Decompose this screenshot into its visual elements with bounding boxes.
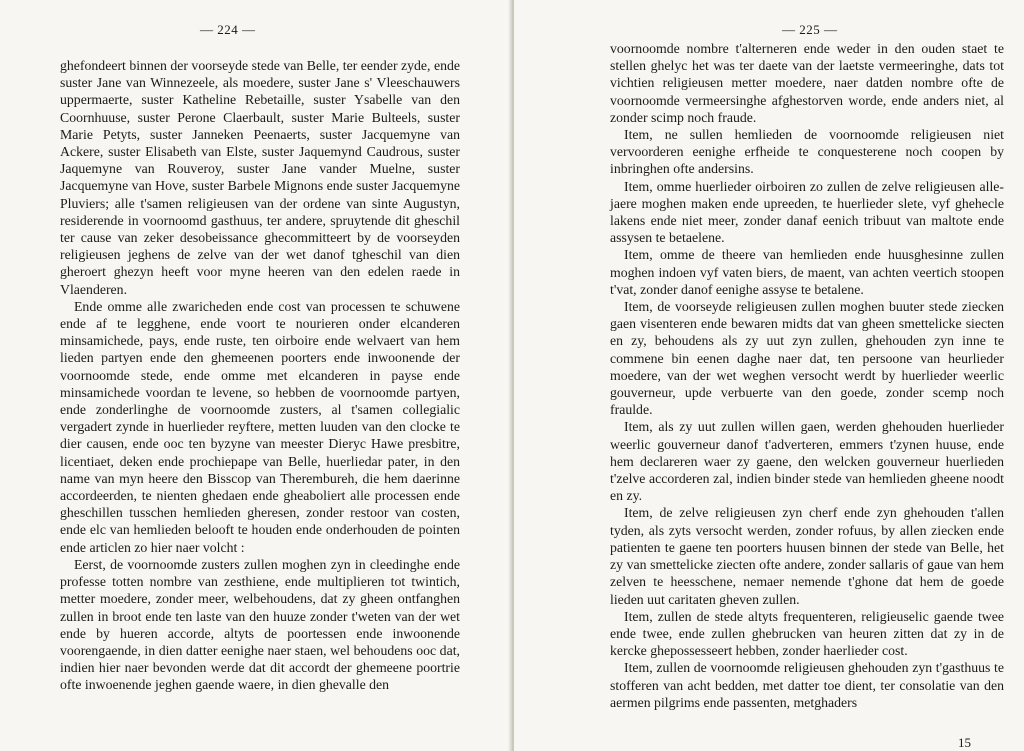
paragraph: Item, de voorseyde religieusen zullen moghen buuter stede ziecken gaen visenteren ende bewaren midts dat van gheen smettelicke siecten en zy, behoudens als zy uut zyn zullen, ghehouden zyn inne te commene bin eenen daghe naer dat, ten persoone van heurlieder moedere, van der wet weghen versocht werdt by huerlieder weerlic gouverneur, upde verbuerte van den goede, zonder scemp noch fraulde.: [610, 299, 1004, 418]
paragraph: Eerst, de voornoomde zusters zullen moghen zyn in cleedinghe ende professe totten nombre van zesthiene, ende multiplieren tot twintich, metter moedere, zonder meer, welbehoudens, dat zy gheen ontfanghen zullen in broot ende ten laste van den huuze zonder t'weten van der wet ende by hueren accorde, altyts de poortessen ende inwoonende voorengaende, in dien datter eenighe naer staen, wel behoudens ooc dat, indien hier naer bevonden werde dat dit accordt der ghemeene poortrie ofte inwoenende jeghen gaende waere, in dien ghevalle den: [60, 556, 460, 693]
page-number-left: — 224 —: [200, 22, 256, 37]
paragraph: Ende omme alle zwaricheden ende cost van processen te schuwene ende af te legghene, ende voort te nourieren onder elcanderen minsamichede, pays, ende ruste, ten oirboire ende welvaert van hem lieden partyen ende den ghemeenen poorters ende inwoonende der voornoomde stede, ende omme met elcanderen in payse ende minsamichede voordan te levene, so hebben de voornoomde partyen, ende zonderlinghe de voornoomde zusters, al t'samen collegialic vergadert zynde in huerlieder reyftere, metten luuden van den clocke te dier causen, ende ooc ten byzyne van meester Dieryc Hawe presbitre, licentiaet, deken ende prochiepape van Belle, huerliedar pater, in den name van myn heere den Bisscop van Therembureh, die hem daerinne accordeerden, te nienten ghedaen ende gheaboliert alle processen ende gheschillen tusschen hemlieden gheresen, zonder restoor van costen, ende elc van hemlieden belooft te houden ende onderhouden de pointen ende articlen zo hier naer volcht :: [60, 298, 460, 555]
paragraph: Item, de zelve religieusen zyn cherf ende zyn ghehouden t'allen tyden, als zyts versocht werden, zonder rofuus, by allen ziecken ende patienten te gaene ten poorters huusen binnen der stede van Belle, het zy van smettelicke ziecten ofte andere, zonder sallaris of gaue van hem zelven te heesschene, nemaer nemende t'ghone dat hem de goede lieden uut caritaten gheven zullen.: [610, 505, 1004, 607]
paragraph: Item, omme huerlieder oirboiren zo zullen de zelve religieusen alle-jaere moghen maken ende upreeden, te huerlieder slete, vyf ghehecle lakens ende niet meer, zonder danaf eenich tribuut van maltote ende assysen te betaelene.: [610, 178, 1004, 246]
paragraph: voornoomde nombre t'alterneren ende weder in den ouden staet te stellen ghelyc het was ter daete van der laetste vermeeringhe, dats tot vichtien religieusen metter moedere, naer datden nombre ofte de voornoomde vermeersinghe afghestorven worde, ende anders niet, al zonder scimp noch fraude.: [610, 41, 1004, 125]
paragraph: Item, omme de theere van hemlieden ende huusghesinne zullen moghen indoen vyf vaten biers, de maent, van achten veertich stoopen t'vat, zonder danof eenighe assyse te betalene.: [610, 247, 1004, 297]
paragraph: Item, als zy uut zullen willen gaen, werden ghehouden huerlieder weerlic gouverneur danof t'adverteren, emmers t'zynen huuse, ende hem declareren waer zy gaene, den welcken gouverneur huerlieden t'zelve accorderen zal, indien binder stede van hemlieden gheene noodt en zy.: [610, 419, 1004, 504]
page-number-right: — 225 —: [782, 22, 838, 37]
paragraph: ghefondeert binnen der voorseyde stede van Belle, ter eender zyde, ende suster Jane van Winnezeele, als moedere, suster Jane s' Vleeschauwers uppermaerte, suster Katheline Rebetaille, suster Ysabelle van den Coornhuuse, suster Perone Claerbault, suster Marie Bulteels, suster Marie Petyts, suster Janneken Peenaerts, suster Jacquemyne van Ackere, suster Elisabeth van Elste, suster Jaquemynd Caudrous, suster Jaquemyne van Rouveroy, suster Jane vander Muelne, suster Jacquemyne van Hove, suster Barbele Mignons ende suster Jacquemyne Pluviers; alle t'samen religieusen van der ordene van sinte Augustyn, residerende in voornoomd gasthuus, ter andere, spruytende dit gheschil ter cause van zeker desobeissance ghecommitteert by de voorseyden religieusen jeghens de zelve van der wet danof tgheschil van dien gheroert ghezyn heeft voor myne heeren van den edelen raede in Vlaenderen.: [60, 58, 460, 297]
paragraph: Item, zullen de stede altyts frequenteren, religieuselic gaende twee ende twee, ende zullen ghebrucken van heuren zitten dat zy in de kercke ghepossesseert hebben, zonder haerlieder cost.: [610, 608, 1004, 659]
paragraph: Item, zullen de voornoomde religieusen ghehouden zyn t'gasthuus te stofferen van acht bedden, met datter toe dient, ter consolatie van den aermen pilgrims ende passenten, metghaders: [610, 660, 1004, 710]
paragraph: Item, ne sullen hemlieden de voornoomde religieusen niet vervoorderen eenighe erfheide te conquesterene noch coopen by inbringhen ofte andersins.: [610, 127, 1004, 177]
right-page: [514, 0, 1024, 751]
right-page-text: [610, 40, 1004, 711]
signature-mark: 15: [958, 735, 971, 750]
left-page-text: [60, 57, 460, 694]
